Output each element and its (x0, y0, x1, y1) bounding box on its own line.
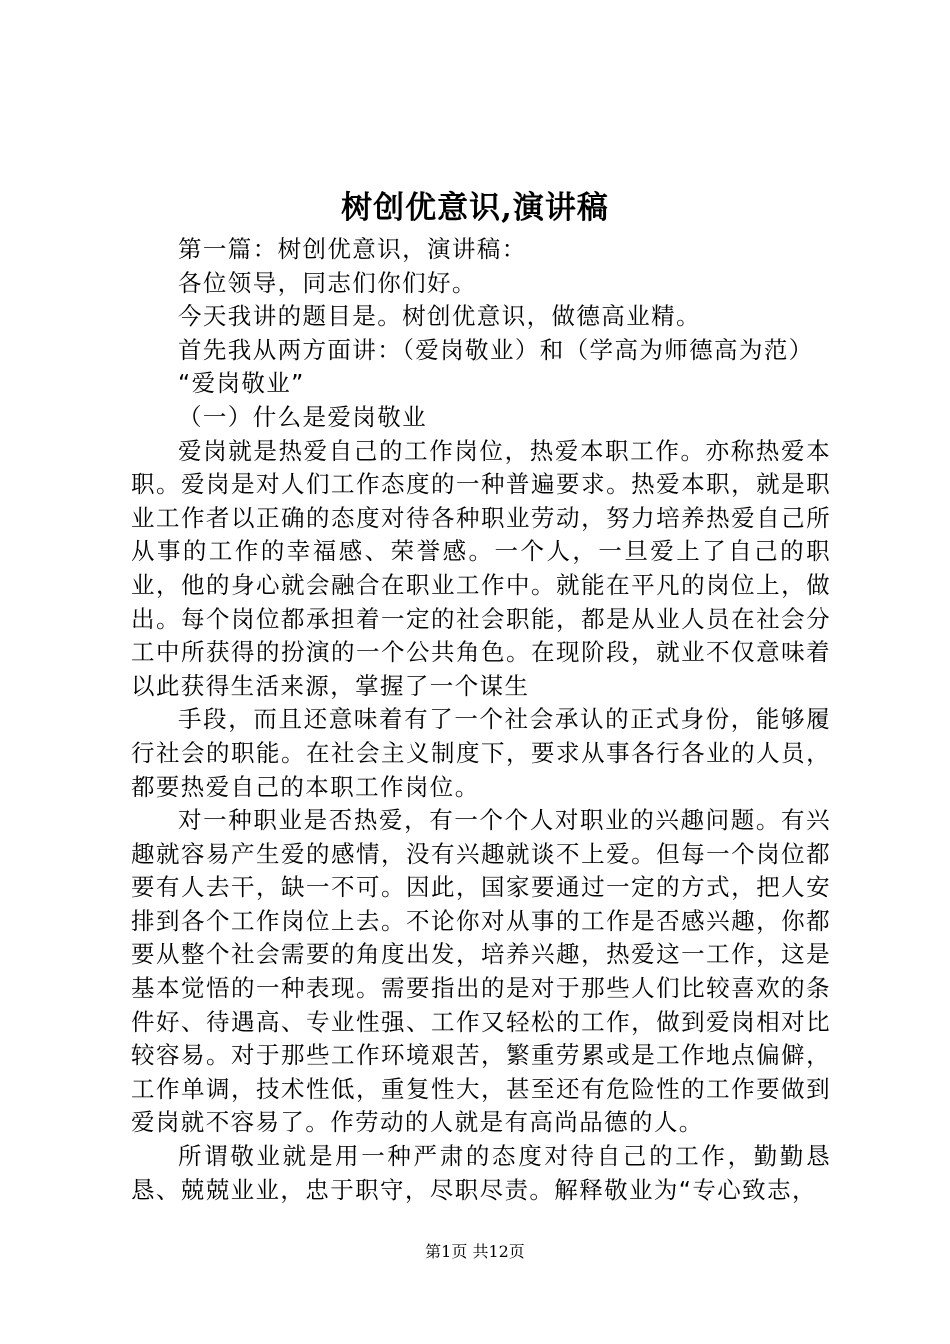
paragraph: 对一种职业是否热爱，有一个个人对职业的兴趣问题。有兴趣就容易产生爱的感情，没有兴趣就谈不上爱。但每一个岗位都要有人去干，缺一不可。因此，国家要通过一定的方式，把人安排到各个工作岗位上去。不论你对从事的工作是否感兴趣，你都要从整个社会需要的角度出发，培养兴趣，热爱这一工作，这是基本觉悟的一种表现。需要指出的是对于那些人们比较喜欢的条件好、待遇高、专业性强、工作又轻松的工作，做到爱岗相对比较容易。对于那些工作环境艰苦，繁重劳累或是工作地点偏僻，工作单调，技术性低，重复性大，甚至还有危险性的工作要做到爱岗就不容易了。作劳动的人就是有高尚品德的人。 (131, 806, 831, 1137)
paragraph: 今天我讲的题目是。树创优意识，做德高业精。 (178, 302, 701, 331)
paragraph: 各位领导，同志们你们好。 (178, 268, 477, 297)
paragraph: “爱岗敬业” (178, 369, 305, 398)
paragraph: 爱岗就是热爱自己的工作岗位，热爱本职工作。亦称热爱本职。爱岗是对人们工作态度的一种普遍要求。热爱本职，就是职业工作者以正确的态度对待各种职业劳动，努力培养热爱自己所从事的工作的幸福感、荣誉感。一个人，一旦爱上了自己的职业，他的身心就会融合在职业工作中。就能在平凡的岗位上，做出。每个岗位都承担着一定的社会职能，都是从业人员在社会分工中所获得的扮演的一个公共角色。在现阶段，就业不仅意味着以此获得生活来源，掌握了一个谋生 (131, 436, 831, 700)
paragraph: 第一篇：树创优意识，演讲稿： (178, 235, 527, 263)
document-title: 树创优意识,演讲稿 (341, 190, 609, 226)
paragraph: 手段，而且还意味着有了一个社会承认的正式身份，能够履行社会的职能。在社会主义制度下，要求从事各行各业的人员，都要热爱自己的本职工作岗位。 (131, 705, 831, 801)
document-body (131, 233, 831, 1207)
paragraph: 所谓敬业就是用一种严肃的态度对待自己的工作，勤勤恳恳、兢兢业业，忠于职守，尽职尽责。解释敬业为“专心致志， (131, 1142, 831, 1204)
page-footer: 第1页 共12页 (425, 1242, 525, 1261)
paragraph: （一）什么是爱岗敬业 (178, 402, 427, 431)
paragraph: 首先我从两方面讲：（爱岗敬业）和（学高为师德高为范） (178, 335, 814, 364)
